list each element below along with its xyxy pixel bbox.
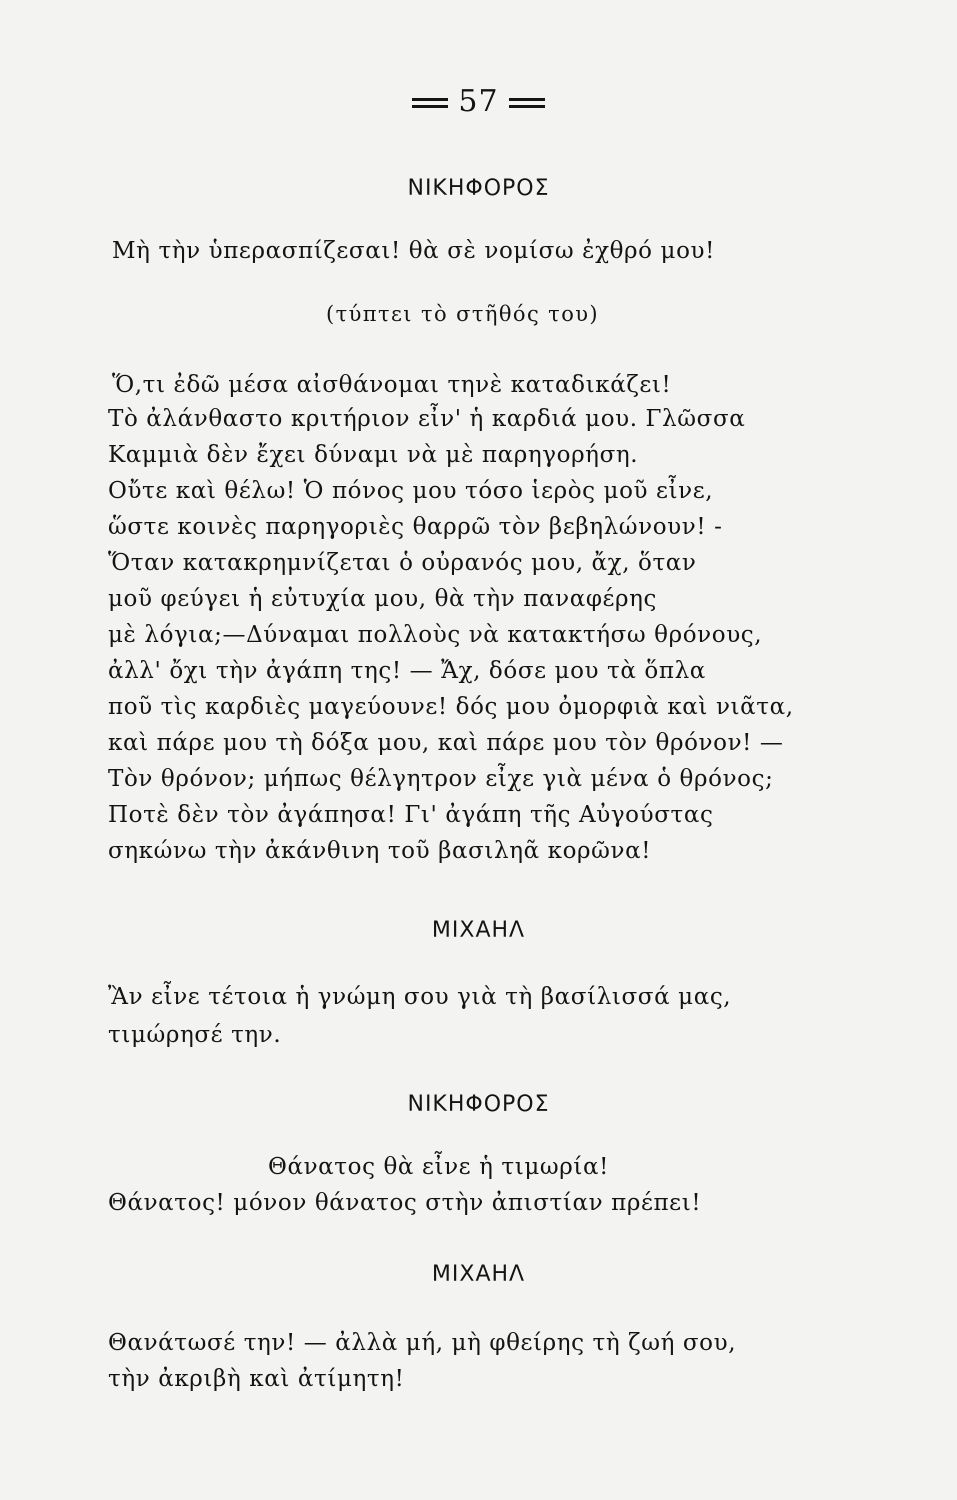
verse-line: Θάνατος θὰ εἶνε ἡ τιμωρία! bbox=[268, 1154, 609, 1180]
verse-line: ποῦ τὶς καρδιὲς μαγεύουνε! δός μου ὀμορφιὰ καὶ νιᾶτα, bbox=[108, 694, 794, 720]
left-rule bbox=[412, 98, 448, 108]
speaker-name: ΜΙΧΑΗΛ bbox=[431, 918, 526, 943]
verse-line: ὥστε κοινὲς παρηγοριὲς θαρρῶ τὸν βεβηλώνουν! - bbox=[108, 514, 723, 540]
verse-line: Οὔτε καὶ θέλω! Ὁ πόνος μου τόσο ἱερὸς μοῦ εἶνε, bbox=[108, 478, 714, 504]
page-number-header bbox=[0, 84, 957, 119]
page-number: 57 bbox=[458, 84, 499, 119]
verse-line: καὶ πάρε μου τὴ δόξα μου, καὶ πάρε μου τὸν θρόνον! — bbox=[108, 730, 784, 756]
verse-line: Τὸν θρόνον; μήπως θέλγητρον εἶχε γιὰ μένα ὁ θρόνος; bbox=[108, 766, 774, 792]
right-rule bbox=[509, 98, 545, 108]
speaker-name: ΝΙΚΗΦΟΡΟΣ bbox=[407, 1092, 550, 1117]
speaker-name: ΝΙΚΗΦΟΡΟΣ bbox=[407, 176, 550, 201]
verse-line: Ἂν εἶνε τέτοια ἡ γνώμη σου γιὰ τὴ βασίλισσά μας, bbox=[108, 984, 732, 1010]
speaker-name: ΜΙΧΑΗΛ bbox=[431, 1262, 526, 1287]
verse-line: Θάνατος! μόνον θάνατος στὴν ἀπιστίαν πρέπει! bbox=[108, 1190, 702, 1216]
verse-line: Τὸ ἀλάνθαστο κριτήριον εἶν' ἡ καρδιά μου. Γλῶσσα bbox=[108, 406, 746, 432]
verse-line: μὲ λόγια;—Δύναμαι πολλοὺς νὰ κατακτήσω θρόνους, bbox=[108, 622, 763, 648]
verse-line: Θανάτωσέ την! — ἀλλὰ μή, μὴ φθείρης τὴ ζωή σου, bbox=[108, 1330, 737, 1356]
verse-line: Ὅ,τι ἐδῶ μέσα αἰσθάνομαι τηνὲ καταδικάζει! bbox=[112, 372, 672, 398]
verse-line: ἀλλ' ὄχι τὴν ἀγάπη της! — Ἄχ, δόσε μου τὰ ὅπλα bbox=[108, 658, 706, 684]
verse-line: μοῦ φεύγει ἡ εὐτυχία μου, θὰ τὴν παναφέρης bbox=[108, 586, 658, 612]
verse-line: Καμμιὰ δὲν ἔχει δύναμι νὰ μὲ παρηγορήση. bbox=[108, 442, 639, 468]
verse-line: Ὅταν κατακρημνίζεται ὁ οὐρανός μου, ἄχ, ὅταν bbox=[108, 550, 697, 576]
verse-line: Ποτὲ δὲν τὸν ἀγάπησα! Γι' ἀγάπη τῆς Αὐγούστας bbox=[108, 802, 714, 828]
verse-line: σηκώνω τὴν ἀκάνθινη τοῦ βασιληᾶ κορῶνα! bbox=[108, 838, 652, 864]
verse-line: τὴν ἀκριβὴ καὶ ἀτίμητη! bbox=[108, 1366, 405, 1392]
verse-line: Μὴ τὴν ὑπερασπίζεσαι! θὰ σὲ νομίσω ἐχθρό μου! bbox=[112, 238, 715, 264]
stage-direction: (τύπτει τὸ στῆθός του) bbox=[326, 302, 599, 326]
verse-line: τιμώρησέ την. bbox=[108, 1022, 282, 1048]
